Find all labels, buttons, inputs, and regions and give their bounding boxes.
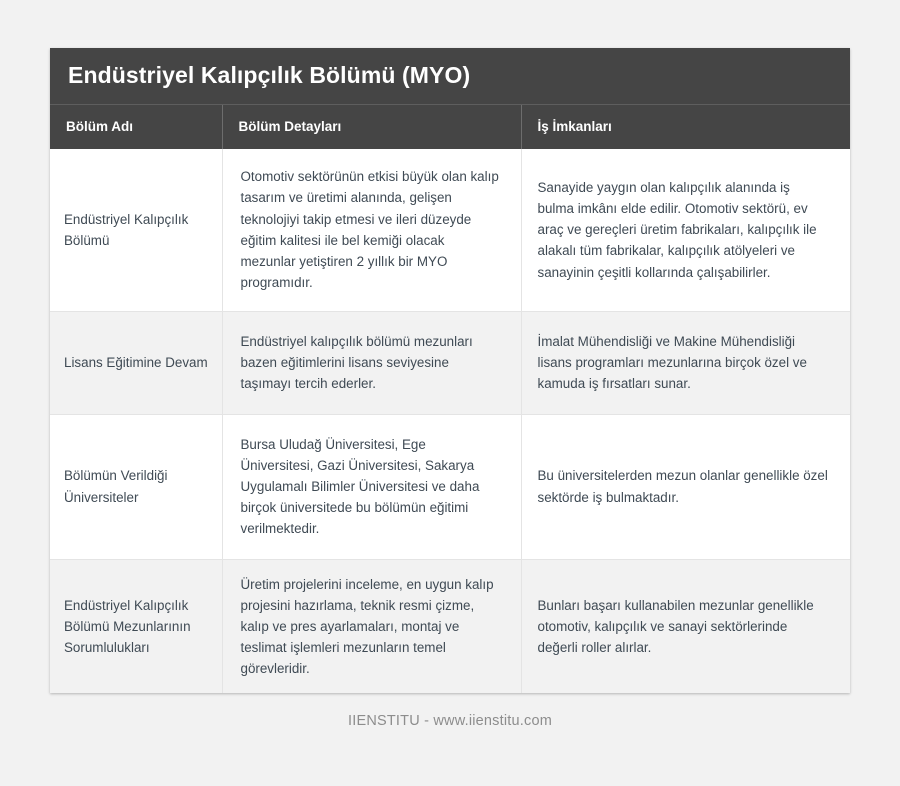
column-header-job: İş İmkanları [521, 105, 850, 149]
cell-job: Bu üniversitelerden mezun olanlar genellikle özel sektörde iş bulmaktadır. [521, 414, 850, 559]
table-body [50, 149, 850, 693]
cell-name: Bölümün Verildiği Üniversiteler [50, 414, 222, 559]
cell-detail: Bursa Uludağ Üniversitesi, Ege Üniversitesi, Gazi Üniversitesi, Sakarya Uygulamalı Bilimler Üniversitesi ve daha birçok üniversitede bu bölümün eğitimi verilmektedir. [222, 414, 521, 559]
table-row [50, 311, 850, 414]
table-row [50, 149, 850, 311]
cell-detail: Otomotiv sektörünün etkisi büyük olan kalıp tasarım ve üretimi alanında, gelişen teknolojiyi takip etmesi ve ileri düzeyde eğitim kalitesi ile bel kemiği olacak mezunlar yetiştiren 2 yıllık bir MYO programıdır. [222, 149, 521, 311]
cell-job: Bunları başarı kullanabilen mezunlar genellikle otomotiv, kalıpçılık ve sanayi sektörlerinde değerli roller alırlar. [521, 559, 850, 693]
cell-job: Sanayide yaygın olan kalıpçılık alanında iş bulma imkânı elde edilir. Otomotiv sektörü, ev araç ve gereçleri üretim fabrikaları, kalıpçılık ile alakalı tüm fabrikalar, kalıpçılık atölyeleri ve sanayinin çeşitli kollarında çalışabilirler. [521, 149, 850, 311]
footer-attribution: IIENSTITU - www.iienstitu.com [348, 713, 552, 729]
table-row [50, 559, 850, 693]
cell-name: Endüstriyel Kalıpçılık Bölümü Mezunlarının Sorumlulukları [50, 559, 222, 693]
table-row [50, 414, 850, 559]
page-title: Endüstriyel Kalıpçılık Bölümü (MYO) [68, 62, 471, 89]
table-header-row [50, 105, 850, 149]
column-header-name: Bölüm Adı [50, 105, 222, 149]
table-header [50, 105, 850, 149]
column-header-detail: Bölüm Detayları [222, 105, 521, 149]
cell-job: İmalat Mühendisliği ve Makine Mühendisliği lisans programları mezunlarına birçok özel ve kamuda iş fırsatları sunar. [521, 311, 850, 414]
department-info-table [50, 105, 850, 693]
info-card [50, 48, 850, 693]
cell-name: Endüstriyel Kalıpçılık Bölümü [50, 149, 222, 311]
cell-detail: Endüstriyel kalıpçılık bölümü mezunları bazen eğitimlerini lisans seviyesine taşımayı tercih ederler. [222, 311, 521, 414]
cell-detail: Üretim projelerini inceleme, en uygun kalıp projesini hazırlama, teknik resmi çizme, kalıp ve pres ayarlamaları, montaj ve teslimat işlemleri mezunların temel görevleridir. [222, 559, 521, 693]
card-title-bar [50, 48, 850, 105]
cell-name: Lisans Eğitimine Devam [50, 311, 222, 414]
